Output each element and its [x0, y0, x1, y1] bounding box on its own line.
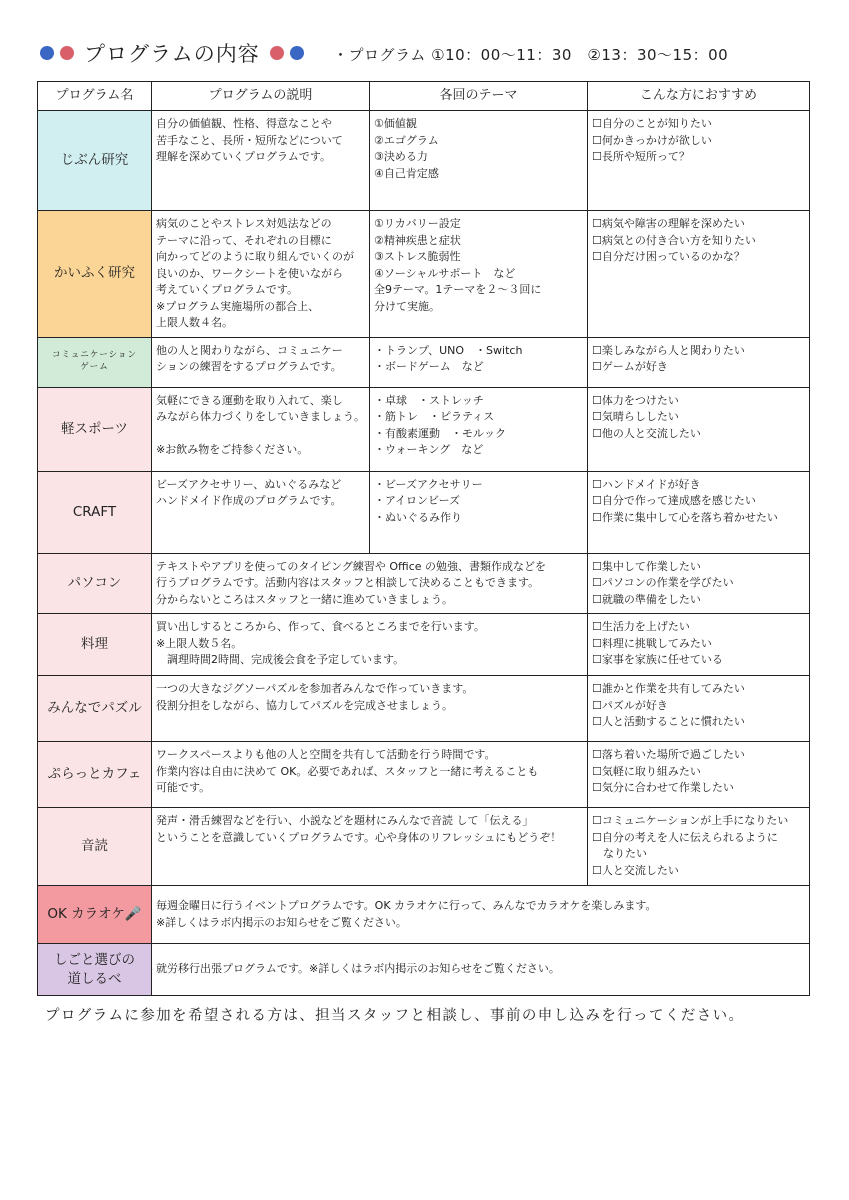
table-row	[38, 676, 810, 742]
program-themes-line: ②エゴグラム	[374, 133, 439, 147]
program-name	[38, 111, 152, 211]
program-description-line: ビーズアクセサリー、ぬいぐるみなど	[156, 477, 342, 491]
blue-dot-icon	[290, 46, 304, 60]
program-description-line: 分からないところはスタッフと一緒に進めていきましょう。	[156, 592, 453, 606]
program-recommend-line: ☐気晴らししたい	[592, 410, 679, 423]
program-themes-line: ・ボードゲーム など	[374, 360, 484, 373]
program-themes-line: ・筋トレ ・ピラティス	[374, 410, 495, 423]
program-name-line: 料理	[81, 636, 108, 653]
program-recommend-line: ☐家事を家族に任せている	[592, 653, 723, 666]
program-name-line: かいふく研究	[54, 265, 135, 282]
column-header: こんな方におすすめ	[588, 82, 810, 111]
program-themes-line: 全9テーマ。1テーマを２〜３回に	[374, 283, 542, 296]
page-title: プログラムの内容	[84, 42, 260, 66]
program-description	[152, 614, 588, 676]
red-dot-icon	[270, 46, 284, 60]
column-header: プログラムの説明	[152, 82, 370, 111]
program-description	[152, 676, 588, 742]
program-description-line: 理解を深めていくプログラムです。	[156, 150, 332, 163]
program-description	[152, 808, 588, 886]
program-themes-line: 分けて実施。	[374, 299, 440, 313]
program-recommend-line: なりたい	[592, 847, 647, 860]
program-recommend-line: ☐料理に挑戦してみたい	[592, 636, 712, 650]
program-description	[152, 553, 588, 614]
program-recommend-line: ☐体力をつけたい	[592, 393, 679, 407]
program-recommend	[588, 808, 810, 886]
program-description-line: 自分の価値観、性格、得意なことや	[156, 117, 332, 130]
program-themes-line: ・ぬいぐるみ作り	[374, 510, 462, 524]
program-name	[38, 471, 152, 553]
program-description-line: 一つの大きなジグソーパズルを参加者みんなで作っていきます。	[156, 682, 474, 695]
program-name	[38, 944, 152, 996]
program-recommend-line: ☐自分で作って達成感を感じたい	[592, 494, 756, 507]
schedule-text: ・プログラム ①10：00〜11：30 ②13：30〜15：00	[333, 46, 729, 64]
program-description-line: 考えていくプログラムです。	[156, 283, 299, 296]
program-name	[38, 211, 152, 338]
program-name	[38, 676, 152, 742]
program-description-line: テーマに沿って、それぞれの目標に	[156, 233, 332, 247]
program-recommend-line: ☐長所や短所って？	[592, 150, 690, 163]
program-description	[152, 886, 810, 944]
program-themes	[370, 387, 588, 471]
program-recommend-line: ☐集中して作業したい	[592, 559, 701, 573]
program-description-line: 役割分担をしながら、協力してパズルを完成させましょう。	[156, 698, 453, 712]
program-themes-line: ④ソーシャルサポート など	[374, 266, 516, 280]
program-description-line: ※詳しくはラボ内掲示のお知らせをご覧ください。	[156, 915, 407, 929]
page-header	[40, 38, 310, 68]
program-themes-line: ③ストレス脆弱性	[374, 250, 461, 263]
program-themes	[370, 471, 588, 553]
program-name	[38, 886, 152, 944]
program-description-line: 向かってどのように取り組んでいくのが	[156, 250, 354, 263]
program-recommend-line: ☐作業に集中して心を落ち着かせたい	[592, 510, 778, 524]
column-header: プログラム名	[38, 82, 152, 111]
program-recommend-line: ☐気軽に取り組みたい	[592, 764, 701, 778]
program-description-line: 毎週金曜日に行うイベントプログラムです。OK カラオケに行って、みんなでカラオケを楽しみます。	[156, 899, 657, 912]
program-themes-line: ・ビーズアクセサリー	[374, 477, 483, 491]
column-header: 各回のテーマ	[370, 82, 588, 111]
program-name	[38, 742, 152, 808]
program-name-line: パソコン	[67, 574, 122, 591]
program-description-line: ということを意識していくプログラムです。心や身体のリフレッシュにもどうぞ！	[156, 830, 562, 844]
program-recommend	[588, 742, 810, 808]
program-name	[38, 387, 152, 471]
program-name	[38, 808, 152, 886]
table-row	[38, 944, 810, 996]
program-recommend-line: ☐ゲームが好き	[592, 360, 668, 373]
table-row	[38, 886, 810, 944]
table-row	[38, 337, 810, 387]
program-recommend-line: ☐誰かと作業を共有してみたい	[592, 682, 745, 695]
program-themes	[370, 337, 588, 387]
table-row	[38, 614, 810, 676]
program-description-line: ションの練習をするプログラムです。	[156, 360, 342, 373]
program-name-line: 音読	[81, 838, 108, 855]
table-row	[38, 808, 810, 886]
program-recommend-line: ☐ハンドメイドが好き	[592, 477, 701, 491]
program-description-line: 行うプログラムです。活動内容はスタッフと相談して決めることもできます。	[156, 576, 540, 589]
program-themes-line: ・卓球 ・ストレッチ	[374, 393, 484, 407]
program-description-line	[156, 426, 365, 443]
program-description-line: 他の人と関わりながら、コミュニケー	[156, 343, 343, 357]
program-description-line: 気軽にできる運動を取り入れて、楽し	[156, 393, 343, 407]
program-recommend-line: ☐就職の準備をしたい	[592, 592, 701, 606]
program-description-line: ワークスペースよりも他の人と空間を共有して活動を行う時間です。	[156, 748, 496, 761]
program-name-line: しごと選びの	[54, 951, 135, 968]
program-recommend-line: ☐人と活動することに慣れたい	[592, 715, 745, 728]
program-recommend	[588, 676, 810, 742]
program-name-line: じぶん研究	[60, 152, 129, 169]
program-description-line: 作業内容は自由に決めて OK。必要であれば、スタッフと一緒に考えることも	[156, 764, 539, 778]
program-description	[152, 337, 370, 387]
program-themes-line: ・有酸素運動 ・モルック	[374, 426, 506, 440]
program-description	[152, 111, 370, 211]
table-row	[38, 471, 810, 553]
program-description	[152, 944, 810, 996]
program-description-line: みながら体力づくりをしていきましょう。	[156, 410, 365, 423]
program-recommend	[588, 111, 810, 211]
program-name-line: 軽スポーツ	[61, 420, 128, 437]
program-themes-line: ②精神疾患と症状	[374, 233, 461, 247]
footer-note: プログラムに参加を希望される方は、担当スタッフと相談し、事前の申し込みを行ってください。	[45, 1008, 745, 1024]
program-description-line: 可能です。	[156, 781, 211, 794]
program-description	[152, 211, 370, 338]
program-description	[152, 387, 370, 471]
program-themes-line: ・アイロンビーズ	[374, 494, 461, 507]
program-description-line: 苦手なこと、長所・短所などについて	[156, 133, 343, 147]
program-recommend-line: ☐パソコンの作業を学びたい	[592, 576, 734, 589]
program-name	[38, 337, 152, 387]
program-name-line: OK カラオケ🎤	[47, 906, 142, 923]
program-themes-line: ①価値観	[374, 117, 417, 130]
program-description-line: テキストやアプリを使ってのタイピング練習や Office の勉強、書類作成などを	[156, 559, 546, 573]
table-header-row	[38, 82, 810, 111]
program-name-line: コミュニケーション	[52, 350, 137, 361]
program-recommend-line: ☐パズルが好き	[592, 698, 668, 712]
table-row	[38, 387, 810, 471]
program-recommend-line: ☐落ち着いた場所で過ごしたい	[592, 748, 745, 761]
program-recommend-line: ☐気分に合わせて作業したい	[592, 781, 734, 794]
program-recommend-line: ☐他の人と交流したい	[592, 426, 701, 440]
table-row	[38, 211, 810, 338]
program-themes-line: ①リカバリー設定	[374, 217, 461, 230]
program-name-line: ゲーム	[80, 362, 109, 372]
program-description-line: 就労移行出張プログラムです。※詳しくはラボ内掲示のお知らせをご覧ください。	[156, 962, 560, 976]
program-name-line: 道しるべ	[67, 970, 122, 987]
program-recommend-line: ☐楽しみながら人と関わりたい	[592, 343, 745, 357]
program-themes	[370, 211, 588, 338]
program-recommend	[588, 553, 810, 614]
program-recommend-line: ☐病気との付き合い方を知りたい	[592, 233, 756, 247]
program-description-line: 良いのか、ワークシートを使いながら	[156, 266, 343, 280]
table-row	[38, 553, 810, 614]
blue-dot-icon	[40, 46, 54, 60]
program-name	[38, 553, 152, 614]
program-recommend-line: ☐自分だけ困っているのかな？	[592, 250, 745, 263]
red-dot-icon	[60, 46, 74, 60]
program-table	[37, 81, 810, 996]
program-recommend-line: ☐自分のことが知りたい	[592, 117, 712, 130]
program-name-line: みんなでパズル	[47, 700, 142, 717]
program-recommend	[588, 614, 810, 676]
program-recommend-line: ☐人と交流したい	[592, 863, 679, 877]
program-description-line: ※プログラム実施場所の都合上、	[156, 299, 320, 313]
program-themes-line: ④自己肯定感	[374, 166, 439, 180]
program-recommend-line: ☐生活力を上げたい	[592, 620, 690, 633]
program-name-line: CRAFT	[72, 503, 117, 520]
program-description	[152, 471, 370, 553]
program-recommend-line: ☐何かきっかけが欲しい	[592, 133, 712, 147]
program-themes-line: ・トランプ、UNO ・Switch	[374, 343, 523, 357]
program-description-line: ※お飲み物をご持参ください。	[156, 443, 309, 456]
program-name	[38, 614, 152, 676]
program-name-line: ぷらっとカフェ	[47, 766, 142, 783]
program-description-line: 上限人数４名。	[156, 316, 233, 329]
program-recommend	[588, 337, 810, 387]
program-description-line: 買い出しするところから、作って、食べるところまでを行います。	[156, 620, 485, 633]
program-description-line: 病気のことやストレス対処法などの	[156, 217, 332, 230]
program-recommend-line: ☐コミュニケーションが上手になりたい	[592, 814, 789, 827]
table-row	[38, 111, 810, 211]
program-themes-line: ③決める力	[374, 150, 428, 163]
program-description-line: ハンドメイド作成のプログラムです。	[156, 494, 342, 507]
program-recommend-line: ☐病気や障害の理解を深めたい	[592, 217, 745, 230]
program-recommend-line: ☐自分の考えを人に伝えられるように	[592, 830, 778, 844]
program-recommend	[588, 471, 810, 553]
program-themes	[370, 111, 588, 211]
program-description-line: 発声・滑舌練習などを行い、小説などを題材にみんなで音読 して「伝える」	[156, 814, 534, 827]
program-description	[152, 742, 588, 808]
program-themes-line: ・ウォーキング など	[374, 443, 484, 456]
program-recommend	[588, 211, 810, 338]
table-row	[38, 742, 810, 808]
program-recommend	[588, 387, 810, 471]
program-description-line: 調理時間2時間、完成後会食を予定しています。	[156, 653, 405, 666]
program-description-line: ※上限人数５名。	[156, 636, 243, 650]
